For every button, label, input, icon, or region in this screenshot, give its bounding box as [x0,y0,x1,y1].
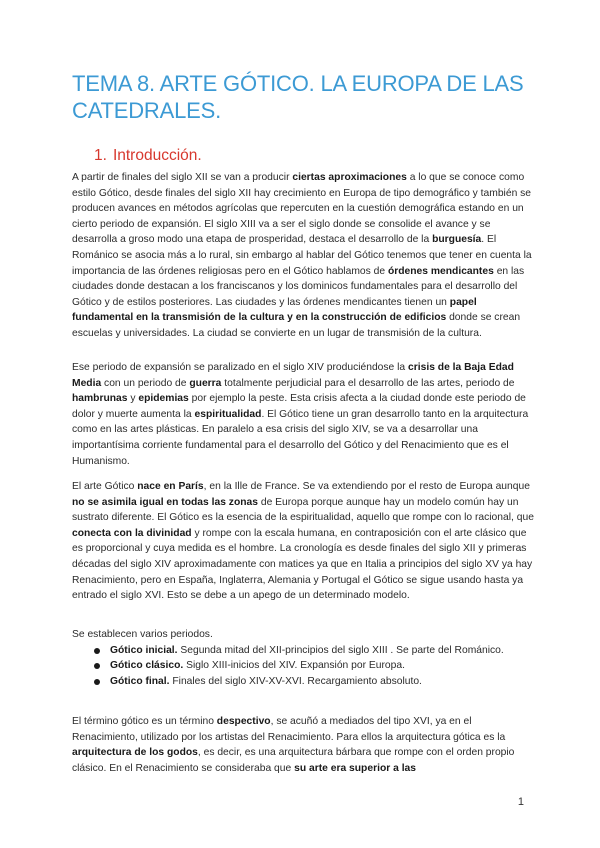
period-text: Siglo XIII-inicios del XIV. Expansión por Europa. [183,660,405,672]
paragraph-crisis [72,360,534,469]
emphasis-text: papel fundamental en la transmisión de la cultura y en la construcción de edificios [72,296,477,324]
list-item [96,674,534,690]
paragraph-term [72,714,534,776]
emphasis-text: arquitectura de los godos [72,747,198,759]
paragraph-text: El término gótico es un término despectivo, se acuñó a mediados del tipo XVI, ya en el Renacimiento, utilizado por los artistas del Renacimiento. Para ellos la arquitectura gótica es la arquitectura de los godos, es decir, es una arquitectura bárbara que rompe con el orden propio clásico. En el Renacimiento se consideraba que su arte era superior a las [72,716,515,774]
section-heading [94,147,202,165]
period-label: Gótico inicial. [110,644,178,656]
section-number: 1. [94,147,107,164]
document-title: TEMA 8. ARTE GÓTICO. LA EUROPA DE LAS CATEDRALES. [72,71,524,123]
emphasis-text: órdenes mendicantes [387,265,494,277]
page-number: 1 [517,796,524,808]
paragraph-origin [72,479,534,604]
section-title: Introducción. [112,147,202,164]
emphasis-text: no se asimila igual en todas las zonas [72,496,258,508]
emphasis-text: epidemias [138,393,189,405]
emphasis-text: burguesía [432,234,482,246]
paragraph-text: Ese periodo de expansión se paralizado en el siglo XIV produciéndose la crisis de la Baja Edad Media con un periodo de guerra totalmente perjudicial para el desarrollo de las artes, periodo de hambrunas y epidemias por ejemplo la peste. Esta crisis afecta a la ciudad donde este periodo de dolor y muerte aumenta la espiritualidad. El Gótico tiene un gran desarrollo tanto en la arquitectura como en las artes plásticas. En paralelo a esa crisis del siglo XIV, se va a desarrollar una importantísima corriente fundamental para el desarrollo del Gótico y del Renacimiento que es el Humanismo. [72,362,529,467]
emphasis-text: conecta con la divinidad [72,527,192,539]
list-item [96,643,534,659]
paragraph-text: A partir de finales del siglo XII se van a producir ciertas aproximaciones a lo que se conoce como estilo Gótico, desde finales del siglo XII hay crecimiento en Europa de tipo demográfico y también se producen avances en métodos agrícolas que repercuten en la cuestión demográfica estando en un cierto periodo de expansión. El siglo XIII va a ser el siglo donde se consolide el avance y se desarrolla a groso modo una etapa de prosperidad, destaca el desarrollo de la burguesía. El Románico se asocia más a lo rural, sin embargo al hablar del Gótico tenemos que tener en cuenta la importancia de las órdenes religiosas pero en el Gótico hablamos de órdenes mendicantes en las ciudades donde destacan a los franciscanos y los dominicos fundamentales para el desarrollo del Gótico y de estilos posteriores. Las ciudades y las órdenes mendicantes tienen un papel fundamental en la transmisión de la cultura y en la construcción de edificios donde se crean escuelas y universidades. La ciudad se convierte en un lugar de transmisión de la cultura. [72,172,532,339]
periods-list [72,643,534,690]
bullet-icon [94,663,100,669]
emphasis-text: nace en París [137,481,204,492]
period-text: Finales del siglo XIV-XV-XVI. Recargamiento absoluto. [169,675,422,687]
bullet-icon [94,679,100,685]
emphasis-text: despectivo [216,716,271,727]
paragraph-text: El arte Gótico nace en París, en la Ille de France. Se va extendiendo por el resto de Europa aunque no se asimila igual en todas las zonas de Europa porque aunque hay un modelo común hay un sustrato diferente. El Gótico es la esencia de la espiritualidad, aquello que rompe con lo racional, que conecta con la divinidad y rompe con la escala humana, en contraposición con el arte clásico que es proporcional y cuya medida es el hombre. La cronología es desde finales del siglo XII y primeras décadas del siglo XIV aproximadamente con matices ya que en Italia a principios del siglo XV ya hay Renacimiento, pero en España, Inglaterra, Alemania y Portugal el Gótico se sigue usando hasta ya entrado el siglo XVI. Esto se debe a un apego de un determinado modelo. [72,481,534,602]
periods-section [72,627,534,689]
emphasis-text: espiritualidad [194,408,262,420]
emphasis-text: guerra [189,377,222,389]
period-text: Segunda mitad del XII-principios del siglo XIII . Se parte del Románico. [177,644,504,656]
emphasis-text: crisis de la Baja Edad Media [72,362,514,389]
periods-intro: Se establecen varios periodos. [72,629,213,640]
emphasis-text: ciertas aproximaciones [292,172,407,183]
emphasis-text: hambrunas [72,393,128,405]
emphasis-text: su arte era superior a las [294,762,417,774]
paragraph-intro [72,170,534,342]
period-label: Gótico clásico. [110,660,184,672]
period-label: Gótico final. [110,675,170,687]
bullet-icon [94,648,100,654]
list-item [96,658,534,674]
